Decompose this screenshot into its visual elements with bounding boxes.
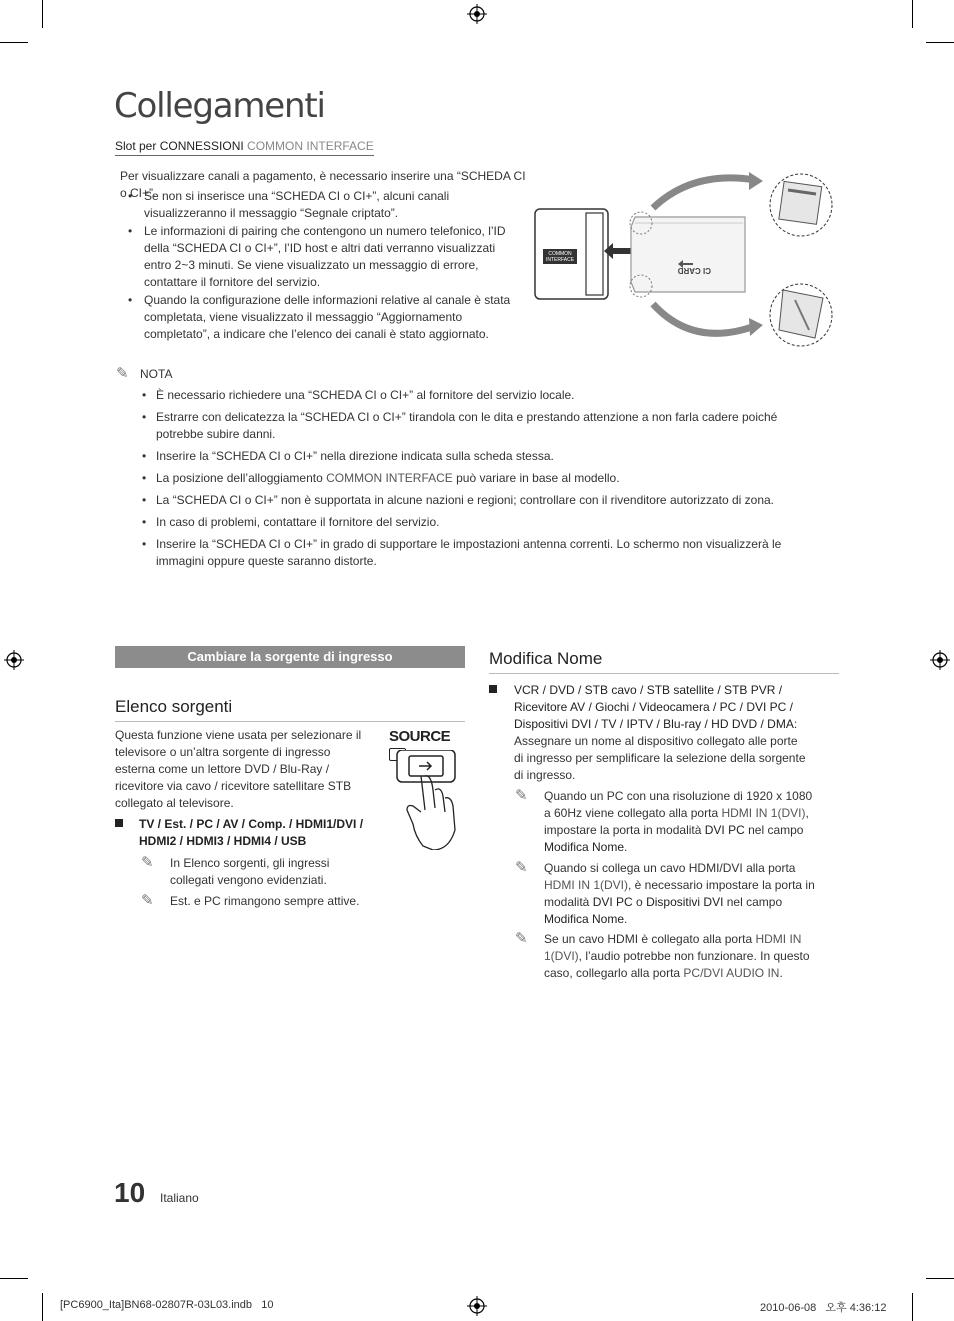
slot-heading — [115, 139, 374, 156]
list-item: • Quando la configurazione delle informazioni relative al canale è stata completata, viene visualizzato il messaggio “Aggiornamento completato”, a indicare che l’elenco dei canali è stato aggiornato. — [120, 292, 522, 343]
svg-text:INTERFACE: INTERFACE — [545, 257, 575, 263]
source-remote-illustration — [389, 728, 469, 852]
modifica-note-3: ✎ Se un cavo HDMI è collegato alla porta HDMI IN 1(DVI), l’audio potrebbe non funzionare. In questo caso, collegarlo alla porta PC/DVI AUDIO IN. — [515, 930, 810, 980]
pencil-icon: ✎ — [141, 854, 154, 871]
nota-section — [116, 366, 836, 575]
crop-mark — [42, 1293, 43, 1321]
elenco-body: Questa funzione viene usata per selezionare il televisore o un’altra sorgente di ingresso esterna come un lettore DVD / Blu-Ray / ricevitore via cavo / ricevitore satellitare STB collegato al televisore. — [115, 728, 362, 810]
crop-mark — [42, 0, 43, 28]
list-item: • Le informazioni di pairing che contengono un numero telefonico, l’ID della “SCHEDA CI o CI+”, l’ID host e altri dati verranno visualizzati entro 2~3 minuti. Se viene visualizzato un messaggio di errore, contattare il fornitore del servizio. — [120, 223, 522, 291]
device-names: VCR / DVD / STB cavo / STB satellite / STB PVR / Ricevitore AV / Giochi / Videocamera / PC / DVI PC / Dispositivi DVI / TV / IPTV / Blu-ray / HD DVD / DMA — [514, 683, 794, 731]
file-info: [PC6900_Ita]BN68-02807R-03L03.indb 10 — [60, 1299, 274, 1311]
list-item: • La “SCHEDA CI o CI+” non è supportata in alcune nazioni e regioni; controllare con il rivenditore autorizzato di zona. — [138, 492, 818, 509]
modifica-note-1: ✎ Quando un PC con una risoluzione di 1920 x 1080 a 60Hz viene collegato alla porta HDMI IN 1(DVI), impostare la porta in modalità DVI PC nel campo Modifica Nome. — [515, 787, 813, 854]
nota-label: NOTA — [140, 367, 173, 381]
common-interface-text: COMMON INTERFACE — [326, 471, 453, 485]
svg-text:CI CARD: CI CARD — [677, 266, 711, 275]
elenco-note-1: ✎ In Elenco sorgenti, gli ingressi collegati vengono evidenziati. — [141, 854, 330, 887]
list-item: • È necessario richiedere una “SCHEDA CI o CI+” al fornitore del servizio locale. — [138, 387, 818, 404]
elenco-heading: Elenco sorgenti — [115, 697, 465, 722]
section-bar: Cambiare la sorgente di ingresso — [115, 646, 465, 668]
pencil-icon: ✎ — [515, 787, 528, 804]
crop-mark — [912, 0, 913, 28]
crop-mark — [926, 42, 954, 43]
registration-target-icon — [467, 1296, 487, 1316]
list-item: • Estrarre con delicatezza la “SCHEDA CI o CI+” tirandola con le dita e prestando attenzione a non farla cadere poiché potrebbe subire danni. — [138, 409, 818, 443]
crop-mark — [0, 42, 28, 43]
elenco-list-item: TV / Est. / PC / AV / Comp. / HDMI1/DVI / HDMI2 / HDMI3 / HDMI4 / USB — [115, 816, 370, 850]
page-number: 10 — [114, 1177, 146, 1208]
slot-heading-main: Slot per CONNESSIONI — [115, 139, 244, 153]
intro-text: Per visualizzare canali a pagamento, è necessario inserire una “SCHEDA CI o CI+”. — [120, 169, 526, 200]
registration-target-icon — [4, 650, 24, 670]
hand-press-icon — [389, 750, 469, 850]
pencil-icon: ✎ — [515, 930, 528, 947]
list-item: • Se non si inserisce una “SCHEDA CI o CI+”, alcuni canali visualizzeranno il messaggio “Segnale criptato”. — [120, 188, 522, 222]
pencil-icon: ✎ — [141, 892, 154, 909]
modifica-note-2: ✎ Quando si collega un cavo HDMI/DVI alla porta HDMI IN 1(DVI), è necessario impostare la porta in modalità DVI PC o Dispositivi DVI nel campo Modifica Nome. — [515, 859, 815, 926]
ci-card-illustration — [533, 170, 838, 352]
square-bullet-icon — [115, 819, 123, 827]
ci-bullet-list — [120, 188, 522, 344]
list-item: • Inserire la “SCHEDA CI o CI+” nella direzione indicata sulla scheda stessa. — [138, 448, 818, 465]
modifica-list-item: VCR / DVD / STB cavo / STB satellite / STB PVR / Ricevitore AV / Giochi / Videocamera / PC / DVI PC / Dispositivi DVI / TV / IPTV / Blu-ray / HD DVD / DMA: Assegnare un nome al dispositivo collegato alle porte di ingresso per semplificare la selezione della sorgente di ingresso. — [489, 682, 809, 784]
slot-label: COMMON — [548, 251, 572, 257]
elenco-note-2: ✎ Est. e PC rimangono sempre attive. — [141, 892, 360, 909]
crop-mark — [0, 1278, 28, 1279]
list-item: • La posizione dell’alloggiamento COMMON INTERFACE può variare in base al modello. — [138, 470, 818, 487]
language-label: Italiano — [160, 1191, 199, 1205]
square-bullet-icon — [489, 685, 497, 693]
page-title: Collegamenti — [114, 86, 325, 126]
crop-mark — [912, 1293, 913, 1321]
print-timestamp: 2010-06-08 오후 4:36:12 — [760, 1302, 887, 1314]
list-item: • Inserire la “SCHEDA CI o CI+” in grado di supportare le impostazioni antenna correnti. Lo schermo non visualizzerà le immagini oppure queste saranno distorte. — [138, 536, 818, 570]
modifica-heading: Modifica Nome — [489, 649, 839, 674]
source-label: SOURCE — [389, 728, 451, 745]
crop-mark — [926, 1278, 954, 1279]
registration-target-icon — [467, 4, 487, 24]
registration-target-icon — [930, 650, 950, 670]
list-item: • In caso di problemi, contattare il fornitore del servizio. — [138, 514, 818, 531]
pencil-icon: ✎ — [116, 365, 129, 382]
slot-heading-ci: COMMON INTERFACE — [247, 139, 374, 153]
pencil-icon: ✎ — [515, 859, 528, 876]
